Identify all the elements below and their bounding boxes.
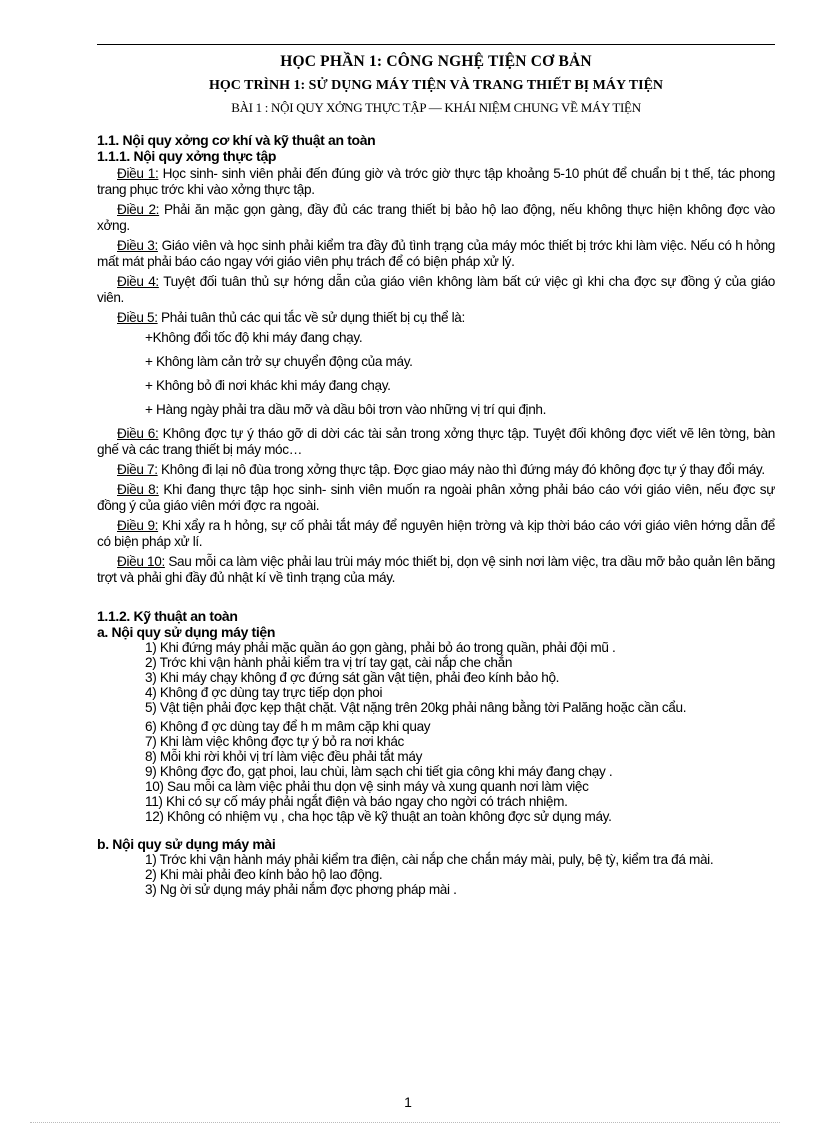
list-item: 8) Mỗi khi rời khỏi vị trí làm việc đều phải tắt máy (145, 749, 423, 764)
subsection-heading: 1.1.1. Nội quy xởng thực tập (97, 148, 277, 164)
rule-paragraph: Điều 4: Tuyệt đối tuân thủ sự hớng dẫn của giáo viên không làm bất cứ việc gì khi cha đợc sự đồng ý của giáo viên. (97, 274, 775, 305)
rule-paragraph: Điều 6: Không đợc tự ý tháo gỡ di dời các tài sản trong xởng thực tập. Tuyệt đối không đợc viết vẽ lên tờng, bàn ghế và các trang thiết bị máy móc… (97, 426, 775, 457)
list-item: 11) Khi có sự cố máy phải ngắt điện và báo ngay cho ngời có trách nhiệm. (145, 794, 568, 809)
rule-label: Điều 3: (117, 238, 158, 253)
subsection-heading: 1.1.2. Kỹ thuật an toàn (97, 608, 238, 624)
list-item: 2) Khi mài phải đeo kính bảo hộ lao động. (145, 867, 383, 882)
list-item: 3) Khi máy chạy không đ ợc đứng sát gần vật tiện, phải đeo kính bảo hộ. (145, 670, 560, 685)
rule-paragraph: Điều 8: Khi đang thực tập học sinh- sinh viên muốn ra ngoài phân xởng phải báo cáo với giáo viên, nếu đợc sự đồng ý của giáo viên mới đợc ra ngoài. (97, 482, 775, 513)
rule-label: Điều 2: (117, 202, 160, 217)
rule-paragraph: Điều 1: Học sinh- sinh viên phải đến đúng giờ và trớc giờ thực tập khoảng 5-10 phút để chuẩn bị t thế, tác phong trang phục trớc khi vào xởng thực tập. (97, 166, 775, 197)
rule-paragraph: Điều 2: Phải ăn mặc gọn gàng, đầy đủ các trang thiết bị bảo hộ lao động, nếu không thực hiện không đợc vào xởng. (97, 202, 776, 233)
top-rule (97, 44, 775, 45)
lesson-title: BÀI 1 : NỘI QUY XỞNG THỰC TẬP — KHÁI NIỆM CHUNG VỀ MÁY TIỆN (231, 100, 641, 115)
rule-label: Điều 6: (117, 426, 159, 441)
list-item: 4) Không đ ợc dùng tay trực tiếp dọn phoi (145, 685, 383, 700)
list-item: + Hàng ngày phải tra dầu mỡ và dầu bôi trơn vào những vị trí qui định. (145, 402, 547, 417)
list-item: + Không làm cản trở sự chuyển động của máy. (145, 354, 413, 369)
list-item: + Không bỏ đi nơi khác khi máy đang chạy. (145, 378, 391, 393)
list-item: 1) Trớc khi vận hành máy phải kiểm tra điện, cài nắp che chắn máy mài, puly, bệ tỳ, kiểm tra đá mài. (145, 852, 714, 867)
list-item: 7) Khi làm việc không đợc tự ý bỏ ra nơi khác (145, 734, 405, 749)
sub-heading-b: b. Nội quy sử dụng máy mài (97, 836, 276, 852)
list-item: 2) Trớc khi vận hành phải kiểm tra vị trí tay gạt, cài nắp che chắn (145, 655, 513, 670)
rule-paragraph: Điều 7: Không đi lại nô đùa trong xởng thực tập. Đợc giao máy nào thì đứng máy đó không đợc tự ý thay đổi máy. (117, 462, 765, 477)
document-body (97, 132, 775, 897)
list-item: 1) Khi đứng máy phải mặc quần áo gọn gàng, phải bỏ áo trong quần, phải đội mũ . (145, 640, 616, 655)
rule-label: Điều 4: (117, 274, 159, 289)
list-item: 9) Không đợc đo, gạt phoi, lau chùi, làm sạch chi tiết gia công khi máy đang chạy . (145, 764, 613, 779)
list-item: 12) Không có nhiệm vụ , cha học tập về kỹ thuật an toàn không đợc sử dụng máy. (145, 809, 612, 824)
rule-label: Điều 5: (117, 310, 158, 325)
list-item: 5) Vật tiện phải đợc kẹp thật chặt. Vật nặng trên 20kg phải nâng bằng tời Palăng hoặc cần cẩu. (145, 700, 687, 715)
rule-label: Điều 9: (117, 518, 159, 533)
sub-heading-a: a. Nội quy sử dụng máy tiện (97, 624, 276, 640)
rule-paragraph: Điều 5: Phải tuân thủ các qui tắc về sử dụng thiết bị cụ thể là: (117, 310, 465, 325)
spacer (97, 824, 775, 836)
rule-label: Điều 8: (117, 482, 159, 497)
rule-label: Điều 10: (117, 554, 165, 569)
spacer (97, 590, 775, 608)
module-title: HỌC PHẦN 1: CÔNG NGHỆ TIỆN CƠ BẢN (280, 53, 592, 70)
rule-label: Điều 1: (117, 166, 159, 181)
course-title: HỌC TRÌNH 1: SỬ DỤNG MÁY TIỆN VÀ TRANG THIẾT BỊ MÁY TIỆN (208, 78, 664, 93)
rule-paragraph: Điều 9: Khi xẩy ra h hỏng, sự cố phải tắt máy để nguyên hiện trờng và kịp thời báo cáo với giáo viên hớng dẫn để có biện pháp xử lí. (97, 518, 776, 549)
rule-label: Điều 7: (117, 462, 158, 477)
rule-paragraph: Điều 3: Giáo viên và học sinh phải kiểm tra đầy đủ tình trạng của máy móc thiết bị trớc khi làm việc. Nếu có h hỏng mất mát phải báo cáo ngay với giáo viên phụ trách để có biện pháp xử lý. (97, 238, 776, 269)
list-item: 6) Không đ ợc dùng tay để h m mâm cặp khi quay (145, 719, 431, 734)
list-item: 10) Sau mỗi ca làm việc phải thu dọn vệ sinh máy và xung quanh nơi làm việc (145, 779, 589, 794)
list-item: 3) Ng ời sử dụng máy phải nắm đợc phơng pháp mài . (145, 882, 457, 897)
section-heading: 1.1. Nội quy xởng cơ khí và kỹ thuật an toàn (97, 132, 376, 148)
page-number: 1 (404, 1094, 412, 1110)
list-item: +Không đổi tốc độ khi máy đang chạy. (145, 330, 363, 345)
rule-paragraph: Điều 10: Sau mỗi ca làm việc phải lau trùi máy móc thiết bị, dọn vệ sinh nơi làm việc, tra dầu mỡ bảo quản lên băng trợt và phải ghi đầy đủ nhật kí về tình trạng của máy. (97, 554, 775, 585)
